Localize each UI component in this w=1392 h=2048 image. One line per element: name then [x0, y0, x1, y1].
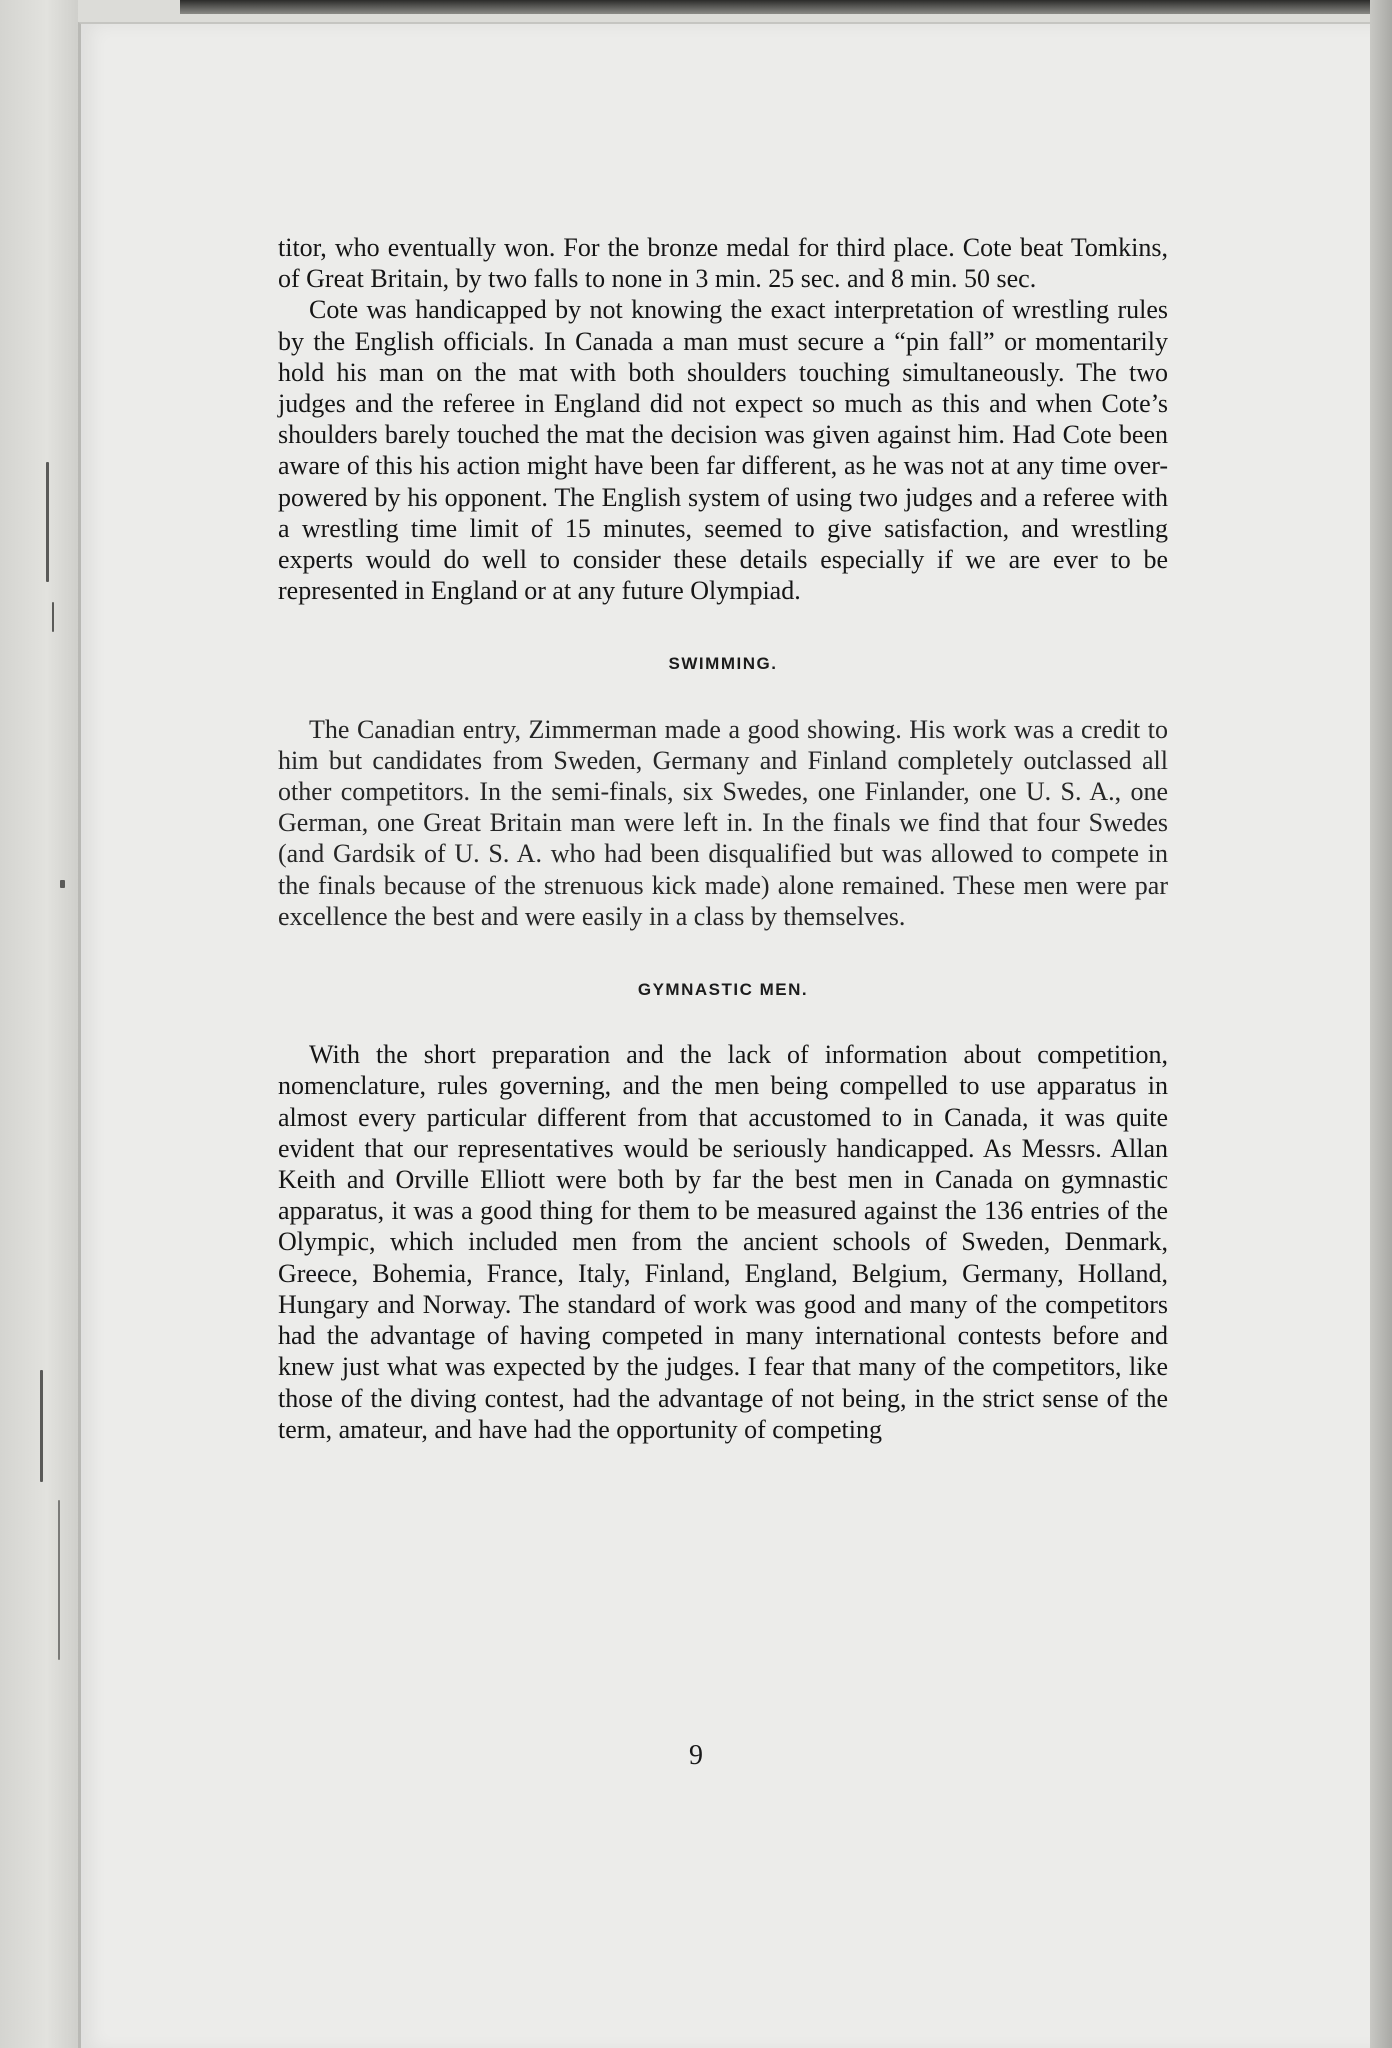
- paragraph-gymnastic-men: With the short preparation and the lack of information about competition, nomenclature, rules governing, and the men being compelled to use apparatus in almost every particular different from that accustomed to in Canada, it was quite evident that our representatives would be seriously handicapped. As Messrs. Allan Keith and Orville Elliott were both by far the best men in Canada on gymnastic apparatus, it was a good thing for them to be measured against the 136 entries of the Olympic, which included men from the ancient schools of Sweden, Denmark, Greece, Bohemia, France, Italy, Finland, England, Belgium, Germany, Holland, Hungary and Norway. The standard of work was good and many of the competitors had the advantage of having competed in many international contests before and knew just what was expected by the judges. I fear that many of the competitors, like those of the diving contest, had the advantage of not being, in the strict sense of the term, amateur, and have had the opportunity of competing: [278, 1040, 1168, 1444]
- binding-thread-mark: [46, 462, 49, 582]
- binding-speck: [60, 880, 65, 888]
- page-number: 9: [689, 1740, 703, 1771]
- page-top-edge-shadow: [180, 0, 1392, 14]
- section-heading-swimming: SWIMMING.: [668, 654, 778, 674]
- paragraph-swimming: The Canadian entry, Zimmerman made a good showing. His work was a credit to him but candidates from Sweden, Germany and Finland completely outclassed all other competitors. In the semi-finals, six Swedes, one Finlander, one U. S. A., one German, one Great Britain man were left in. In the finals we find that four Swedes (and Gardsik of U. S. A. who had been disqualified but was allowed to compete in the finals because of the strenuous kick made) alone remained. These men were par excellence the best and were easily in a class by themselves.: [278, 714, 1168, 931]
- paragraph-wrestling-rules: Cote was handicapped by not knowing the exact interpretation of wrestling rules by the English officials. In Canada a man must secure a “pin fall” or momentarily hold his man on the mat with both shoulders touching simultaneously. The two judges and the referee in England did not expect so much as this and when Cote’s shoulders barely touched the mat the decision was given against him. Had Cote been aware of this his action might have been far different, as he was not at any time over-powered by his opponent. The English system of using two judges and a referee with a wrestling time limit of 15 minutes, seemed to give satisfaction, and wrestling experts would do well to consider these details especially if we are ever to be represented in England or at any future Olympiad.: [278, 295, 1168, 606]
- body-text: [278, 232, 1168, 1445]
- binding-thread-mark: [52, 602, 54, 632]
- paragraph-continued: titor, who eventually won. For the bronze medal for third place. Cote beat Tomkins, of Great Britain, by two falls to none in 3 min. 25 sec. and 8 min. 50 sec.: [278, 233, 1168, 294]
- section-heading-gymnastic-men: GYMNASTIC MEN.: [637, 980, 809, 1000]
- binding-thread-mark: [40, 1370, 43, 1482]
- binding-thread-mark: [58, 1500, 60, 1660]
